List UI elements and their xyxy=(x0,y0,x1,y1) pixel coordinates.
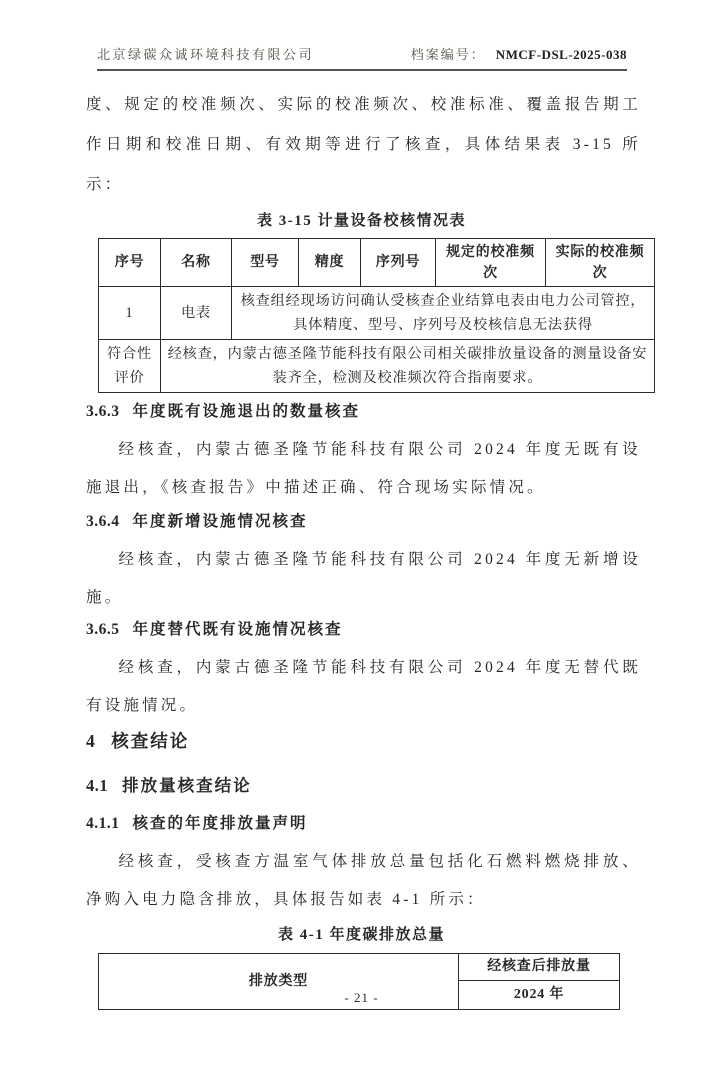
table-4-1-caption: 表 4-1 年度碳排放总量 xyxy=(278,927,445,943)
cell-conformity-label: 符合性评价 xyxy=(99,340,161,393)
heading-3-6-3 xyxy=(86,393,641,431)
heading-4-1-1-number: 4.1.1 xyxy=(86,815,120,832)
heading-3-6-4-title: 年度新增设施情况核查 xyxy=(132,513,308,530)
heading-4-number: 4 xyxy=(86,731,96,751)
table-row-conformity xyxy=(99,340,655,393)
heading-4-1 xyxy=(86,767,641,805)
cell-device-seq: 1 xyxy=(99,287,161,340)
heading-4-title: 核查结论 xyxy=(111,731,190,751)
heading-4-1-1-title: 核查的年度排放量声明 xyxy=(132,815,308,832)
heading-3-6-4 xyxy=(86,503,641,541)
header-file-number xyxy=(411,46,627,64)
header-company-name: 北京绿碳众诚环境科技有限公司 xyxy=(97,47,315,62)
table-3-15-caption: 表 3-15 计量设备校核情况表 xyxy=(257,213,466,229)
col-header-precision: 精度 xyxy=(299,239,361,287)
cell-verified-amount: 经核查后排放量 xyxy=(459,954,620,981)
cell-emission-type: 排放类型 xyxy=(99,954,459,1010)
table-3-15-header-row xyxy=(99,239,655,287)
cell-conformity-note: 经核查，内蒙古德圣隆节能科技有限公司相关碳排放量设备的测量设备安装齐全，检测及校准频次符合指南要求。 xyxy=(161,340,655,393)
paragraph-calibration-intro: 度、规定的校准频次、实际的校准频次、校准标准、覆盖报告期工作日期和校准日期、有效期等进行了核查，具体结果表 3-15 所示： xyxy=(86,96,641,193)
file-number-label: 档案编号： xyxy=(410,47,486,62)
heading-3-6-3-number: 3.6.3 xyxy=(86,403,120,420)
col-header-seq: 序号 xyxy=(99,239,161,287)
table-4-1-row-1 xyxy=(99,954,620,981)
heading-3-6-4-number: 3.6.4 xyxy=(86,513,120,530)
heading-4-1-number: 4.1 xyxy=(86,776,109,795)
document-page xyxy=(0,46,723,1070)
heading-3-6-5-title: 年度替代既有设施情况核查 xyxy=(132,621,343,638)
cell-device-note: 核查组经现场访问确认受核查企业结算电表由电力公司管控，具体精度、型号、序列号及校核信息无法获得 xyxy=(232,287,655,340)
file-number-value: NMCF-DSL-2025-038 xyxy=(495,47,627,62)
page-header xyxy=(97,46,627,71)
col-header-model: 型号 xyxy=(232,239,299,287)
col-header-required-freq: 规定的校准频次 xyxy=(436,239,546,287)
heading-4-1-title: 排放量核查结论 xyxy=(122,776,252,795)
heading-4-1-1 xyxy=(86,805,641,843)
heading-3-6-3-title: 年度既有设施退出的数量核查 xyxy=(132,403,361,420)
heading-4 xyxy=(86,721,641,761)
cell-device-name: 电表 xyxy=(161,287,232,340)
col-header-actual-freq: 实际的校准频次 xyxy=(546,239,655,287)
paragraph-4-1-1: 经核查，受核查方温室气体排放总量包括化石燃料燃烧排放、净购入电力隐含排放，具体报告如表 4-1 所示： xyxy=(86,853,641,908)
table-3-15 xyxy=(98,238,655,393)
paragraph-3-6-4: 经核查，内蒙古德圣隆节能科技有限公司 2024 年度无新增设施。 xyxy=(86,551,641,606)
paragraph-3-6-5: 经核查，内蒙古德圣隆节能科技有限公司 2024 年度无替代既有设施情况。 xyxy=(86,659,641,714)
heading-3-6-5 xyxy=(86,611,641,649)
cell-year-2024: 2024 年 xyxy=(459,981,620,1010)
col-header-name: 名称 xyxy=(161,239,232,287)
table-row-device xyxy=(99,287,655,340)
page-number: - 21 - xyxy=(344,990,379,1005)
col-header-serial: 序列号 xyxy=(361,239,436,287)
heading-3-6-5-number: 3.6.5 xyxy=(86,621,120,638)
paragraph-3-6-3: 经核查，内蒙古德圣隆节能科技有限公司 2024 年度无既有设施退出，《核查报告》中描述正确、符合现场实际情况。 xyxy=(86,441,641,496)
